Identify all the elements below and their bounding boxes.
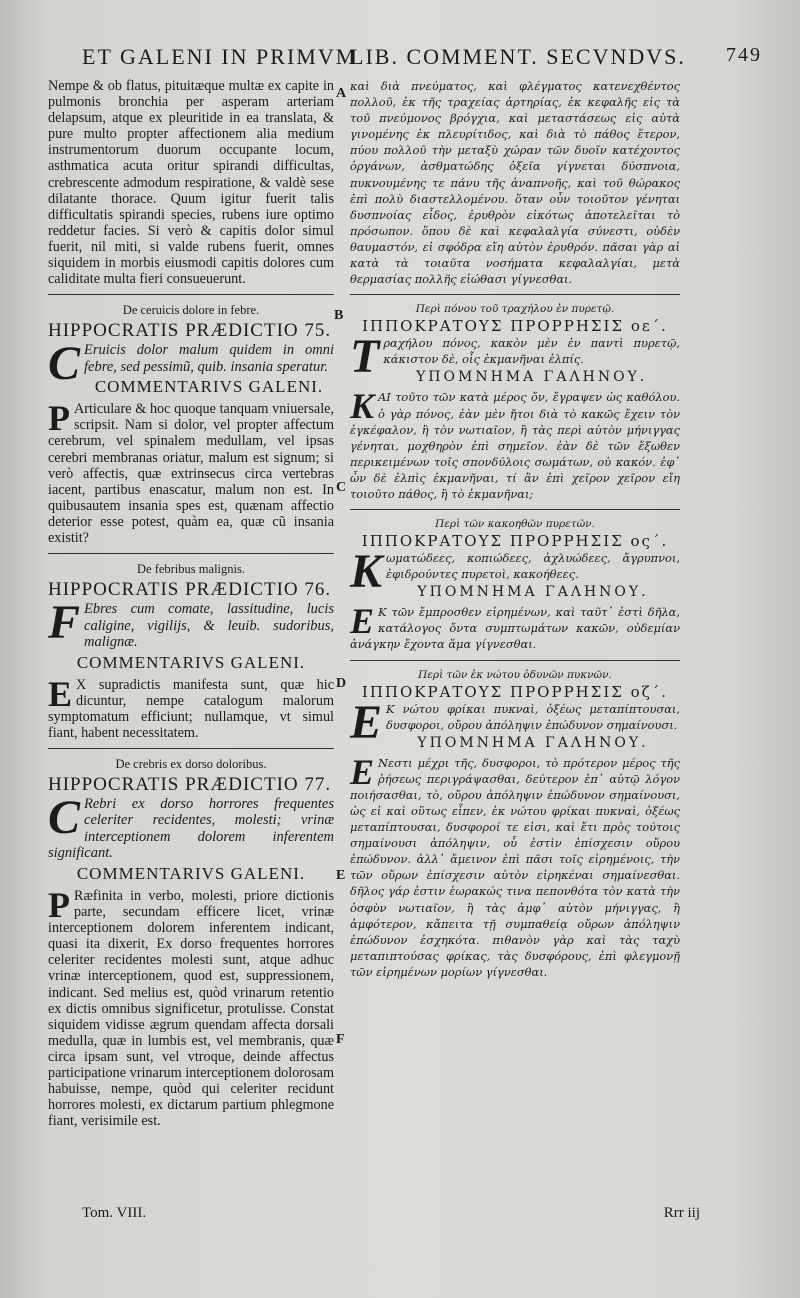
drop-cap: P	[48, 398, 70, 439]
margin-letter-d: D	[336, 676, 347, 691]
greek-column	[350, 78, 680, 980]
divider	[350, 294, 680, 295]
drop-cap: Κ	[350, 386, 375, 427]
running-head	[82, 44, 762, 74]
divider	[48, 553, 334, 554]
greek-75-comm-title: ΥΠΟΜΝΗΜΑ ΓΑΛΗΝΟΥ.	[416, 369, 648, 386]
drop-cap: Ε	[350, 601, 375, 642]
divider	[350, 660, 680, 661]
latin-75-subtitle: De ceruicis dolore in febre.	[122, 303, 260, 318]
divider	[48, 294, 334, 295]
greek-75-aphorism: Τραχήλου πόνος, κακὸν μὲν ἐν παντὶ πυρετῷ, κάκιστον δὲ, οἷς ἐκμανῆναι ἐλπίς.	[350, 330, 680, 384]
divider	[48, 748, 334, 749]
latin-75-title: HIPPOCRATIS PRÆDICTIO 75.	[48, 320, 332, 342]
greek-76-subtitle: Περὶ τῶν κακοηθῶν πυρετῶν.	[435, 518, 595, 531]
latin-76-aphorism: F Ebres cum comate, lassitudine, lucis caligine, vigilijs, & leuib. sudoribus, malignæ.	[48, 596, 334, 651]
drop-cap: Κ	[350, 545, 383, 599]
greek-77-title: ΙΠΠΟΚΡΑΤΟΥΣ ΠΡΟΡΡΗΣΙΣ οζ΄.	[361, 682, 669, 701]
latin-76-subtitle: De febribus malignis.	[137, 562, 245, 577]
greek-75-subtitle: Περὶ πόνου τοῦ τραχήλου ἐν πυρετῷ.	[415, 303, 615, 316]
drop-cap: P	[48, 884, 70, 925]
margin-letter-b: B	[334, 308, 344, 323]
latin-75-aphorism: C Eruicis dolor malum quidem in omni febre, sed pessimũ, quib. insania speratur.	[48, 337, 334, 391]
latin-77-comm-title: COMMENTARIVS GALENI.	[76, 863, 306, 883]
page-number: 749	[726, 44, 762, 66]
drop-cap: Ε	[350, 751, 375, 792]
tome-label: Tom. VIII.	[82, 1205, 147, 1221]
drop-cap: F	[48, 596, 81, 650]
greek-75-title: ΙΠΠΟΚΡΑΤΟΥΣ ΠΡΟΡΡΗΣΙΣ οε΄.	[362, 317, 668, 336]
drop-cap: Ε	[350, 695, 383, 749]
greek-75-commentary: ΚΑΙ τοῦτο τῶν κατὰ μέρος ὄν, ἔγραψεν ὡς καθόλου. ὁ γὰρ πόνος, ἐὰν μὲν ἤτοι διὰ τὸ κακῶς ἔχειν τὸν ἐγκέφαλον, ἢ τὸν νωτιαῖον, ἢ τὰς περὶ αὐτὸν μήνιγγας γένηται, μοχθηρὸν ἐπὶ σημεῖον. ἐὰν δὲ τῶν ἔξωθεν περικειμένων τοῖς σπονδύλοις σωμάτων, οὐ κακόν. ἐφ᾽ ὧν δὲ ἐλπὶς ἐκμανῆναι, τί ἂν ἐπὶ χεῖρον χεῖρον εἴη τοιοῦτο πάθος, ἢ τὸ ἐκμανῆναι;	[350, 386, 680, 501]
latin-column	[48, 78, 334, 1129]
greek-76-aphorism: Κωματώδεες, κοπιώδεες, ἀχλυώδεες, ἄγρυπνοι, ἐφιδρούντες πυρετοὶ, κακοήθεες.	[350, 545, 680, 599]
latin-77-subtitle: De crebris ex dorso doloribus.	[115, 756, 267, 771]
drop-cap: C	[48, 337, 81, 391]
latin-77-commentary: P Ræfinita in verbo, molesti, priore dictionis parte, secundam efficere licet, vrinæ interceptionem dolorem inferentem indicant, quasi ita dixerit, Ex dorso frequentes horrores celeriter recidentes molesti sunt, atque adhuc vrinæ interceptionem, quod est, suppressionem, indicant. Sed melius est, quòd vrinarum retentio ex dictis omnibus significetur, protulisse. Constat siquidem vidisse ægrum quendam affecta dorsali medulla, quæ in lumbis est, vel membranis, quæ circa ipsam sunt, vel vtroque, deinde affectus participatione vrinarum interceptionem dolorosam habuisse, nempe, quòd qui celeriter recidunt horrores molesti, ex dictarum partium phlegmone fiant, verisimile est.	[48, 884, 334, 1130]
running-head-left: ET GALENI IN PRIMVM	[82, 44, 358, 69]
greek-76-title: ΙΠΠΟΚΡΑΤΟΥΣ ΠΡΟΡΡΗΣΙΣ ος΄.	[361, 532, 669, 551]
drop-cap: E	[48, 673, 73, 714]
greek-intro: καὶ διὰ πνεύματος, καὶ φλέγματος κατενεχθέντος πολλοῦ, ἐκ τῆς τραχείας ἀρτηρίας, ἐκ κεφαλῆς εἰς τὰ τοῦ πνεύμονος βρόγχια, καὶ μεταστάσεως εἰς αὐτὰ γινομένης ἐκ πλευρίτιδος, καὶ διὰ τὸ πάθος ἕτερον, πύου πολλοῦ τὴν μεταξὺ χώραν τῶν δυοῖν κατέχοντος ὀργάνων, ἀσθματώδης ὀξεῖα γίγνεται δύσπνοια, πυκνουμένης τε πάνυ τῆς ἀναπνοῆς, καὶ τοῦ θώρακος ἐπὶ πολὺ διαστελλομένου. ὅταν οὖν τοιοῦτον γένηται δυσπνοίας εἶδος, ἐρυθρὸν εἰκότως ἀποτελεῖται τὸ πρόσωπον. ὅπου δὲ καὶ κεφαλαλγία σύνεστι, οὐδὲν θαυμαστόν, εἰ σφόδρα εἴη αὐτὸν ἐρυθρόν. πᾶσαι γὰρ αἱ κατὰ τὰ τοιαῦτα νοσήματα κεφαλαλγίαι, μετὰ θερμασίας πολλῆς εἰώθασι γίγνεσθαι.	[350, 79, 680, 287]
signature-mark: Rrr iij	[663, 1205, 700, 1221]
greek-77-subtitle: Περὶ τῶν ἐκ νώτου ὀδυνῶν πυκνῶν.	[418, 668, 612, 681]
drop-cap: C	[48, 790, 81, 844]
margin-letter-f: F	[336, 1032, 345, 1047]
latin-76-title: HIPPOCRATIS PRÆDICTIO 76.	[48, 579, 332, 601]
greek-77-aphorism: Ε Κ νώτου φρίκαι πυκναὶ, ὀξέως μεταπίπτουσαι, δυσφοροι, οὔρου ἀπόληψιν ἐπώδυνον σημαίνουσι.	[350, 695, 680, 749]
greek-77-comm-title: ΥΠΟΜΝΗΜΑ ΓΑΛΗΝΟΥ.	[417, 734, 649, 751]
latin-75-comm-title: COMMENTARIVS GALENI.	[94, 377, 324, 397]
margin-letter-e: E	[336, 868, 346, 883]
margin-letter-a: A	[336, 86, 347, 101]
greek-77-commentary: Ε Νεστι μέχρι τῆς, δυσφοροι, τὸ πρότερον μέρος τῆς ῥήσεως περιγράψασθαι, δεύτερον ἐπ᾽ αὐτῷ λόγον ποιήσασθαι, τὸ, οὔρου ἀπόληψιν ἐπώδυνον σημαίνουσι, ὡς εἰ καὶ οὕτως εἶπεν, ἐκ νώτου φρίκαι πυκναὶ, ὀξέως μεταπίπτουσαι, δυσφοροί τε εἰσι, καὶ ἔτι πρὸς τούτοις σημαίνουσι ἀπόληψιν, οὗ ἐστὶν ἐπίσχεσιν οὔρου ἐπώδυνον. ἀλλ᾽ ἄμεινον ἐπὶ πᾶσι τοῖς εἰρημένοις, τὴν τῶν οὔρων ἐπίσχεσιν αὐτὸν εἰρηκέναι σημαίνεσθαι. δῆλος γάρ ἐστιν ἑωρακώς τινα πεπονθότα τὸν κατὰ τὴν ὀσφὺν νωτιαῖον, ἢ τὰς ἀμφ᾽ αὐτὸν μήνιγγας, ἢ ἀμφότερον, κἄπειτα τῇ συμπαθείᾳ οὔρων ἀπόληψιν ἐπώδυνον ἐσχηκότα. πιθανὸν γὰρ καὶ τὰς ταχὺ μεταπιπτούσας φρίκας, τὰς δυσφόρους, ἐπὶ φλεγμονῇ τῶν εἰρημένων μορίων γίγνεσθαι.	[350, 751, 680, 979]
latin-75-commentary: P Articulare & hoc quoque tanquam vniuersale, scripsit. Nam si dolor, vel propter affectum cerebrum, vel spinalem medullam, vel ipsas cerebri membranas oriatur, malum est signum; si verò affectis, quæ extrinsecus circa vertebras iacent, partibus enascatur, malum non est. In quibusautem insania spes est, quænam affectio deterior esse potest, quàm ea, quæ cũ insania existit?	[48, 398, 334, 546]
greek-76-commentary: Ε Κ τῶν ἔμπροσθεν εἰρημένων, καὶ ταῦτ᾽ ἐστὶ δῆλα, κατάλογος ὄντα συμπτωμάτων κακῶν, οὐδεμίαν ἀνάγκην ἔχοντα ἅμα γίγνεσθαι.	[350, 601, 680, 652]
drop-cap: Τ	[350, 330, 380, 384]
greek-76-comm-title: ΥΠΟΜΝΗΜΑ ΓΑΛΗΝΟΥ.	[417, 584, 649, 601]
latin-76-commentary: E X supradictis manifesta sunt, quæ hic dicuntur, nempe catalogum malorum symptomatum efficiunt; nullamque, vt simul fiant, habent necessitatem.	[48, 673, 334, 741]
latin-77-title: HIPPOCRATIS PRÆDICTIO 77.	[48, 773, 332, 795]
margin-letter-c: C	[336, 480, 347, 495]
latin-intro: Nempe & ob flatus, pituitæque multæ ex capite in pulmonis bronchia per asperam arteriam delapsum, atque ex pleuritide in ea translata, & pure multo propter affectionem alia medium instrumentorum duorum occupante locum, asthmatica acuta oritur spirandi difficultas, crebrescente admodum respiratione, & valdè sese dilatante thorace. Quum igitur fuerit talis difficultatis spirandi species, rubens iure optimo reddetur facies. Si verò & capitis dolor simul fuerit, nil miti, si valde rubens fuerit, omnes siquidem in morbis eiusmodi capitis dolores cum caliditate multa fieri consueuerunt.	[48, 78, 334, 288]
running-head-right: LIB. COMMENT. SECVNDVS.	[350, 44, 686, 69]
latin-76-comm-title: COMMENTARIVS GALENI.	[76, 652, 306, 672]
divider	[350, 509, 680, 510]
latin-77-aphorism: C Rebri ex dorso horrores frequentes celeriter recidentes, molesti; vrinæ interceptionem dolorem inferentem significant.	[48, 790, 334, 862]
